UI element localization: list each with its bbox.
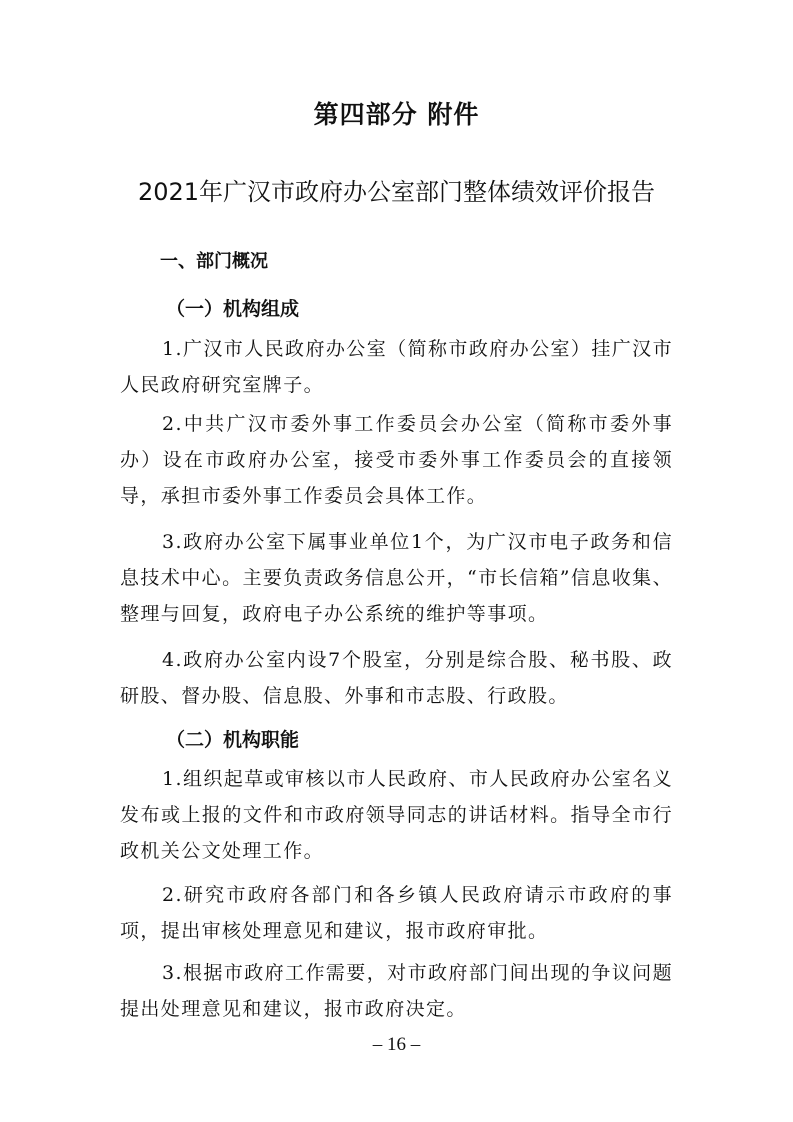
page-number: – 16 – <box>372 1034 421 1055</box>
section-heading-overview: 一、部门概况 <box>160 251 268 272</box>
paragraph-organization-1: 1.广汉市人民政府办公室（简称市政府办公室）挂广汉市人民政府研究室牌子。 <box>120 338 673 396</box>
paragraph-organization-2: 2.中共广汉市委外事工作委员会办公室（简称市委外事办）设在市政府办公室，接受市委外事工作委员会的直接领导，承担市委外事工作委员会具体工作。 <box>120 413 673 507</box>
paragraph-organization-3: 3.政府办公室下属事业单位1个，为广汉市电子政务和信息技术中心。主要负责政务信息公开，“市长信箱”信息收集、整理与回复，政府电子办公系统的维护等事项。 <box>120 531 673 625</box>
paragraph-functions-2: 2.研究市政府各部门和各乡镇人民政府请示市政府的事项，提出审核处理意见和建议，报市政府审批。 <box>120 884 673 942</box>
subsection-heading-organization: （一）机构组成 <box>166 298 300 320</box>
part-title: 第四部分 附件 <box>313 100 480 129</box>
paragraph-functions-1: 1.组织起草或审核以市人民政府、市人民政府办公室名义发布或上报的文件和市政府领导同志的讲话材料。指导全市行政机关公文处理工作。 <box>120 768 673 862</box>
paragraph-functions-3: 3.根据市政府工作需要，对市政府部门间出现的争议问题提出处理意见和建议，报市政府决定。 <box>120 962 673 1020</box>
report-title: 2021年广汉市政府办公室部门整体绩效评价报告 <box>137 178 656 206</box>
paragraph-organization-4: 4.政府办公室内设7个股室，分别是综合股、秘书股、政研股、督办股、信息股、外事和市志股、行政股。 <box>120 649 673 707</box>
subsection-heading-functions: （二）机构职能 <box>166 729 300 751</box>
